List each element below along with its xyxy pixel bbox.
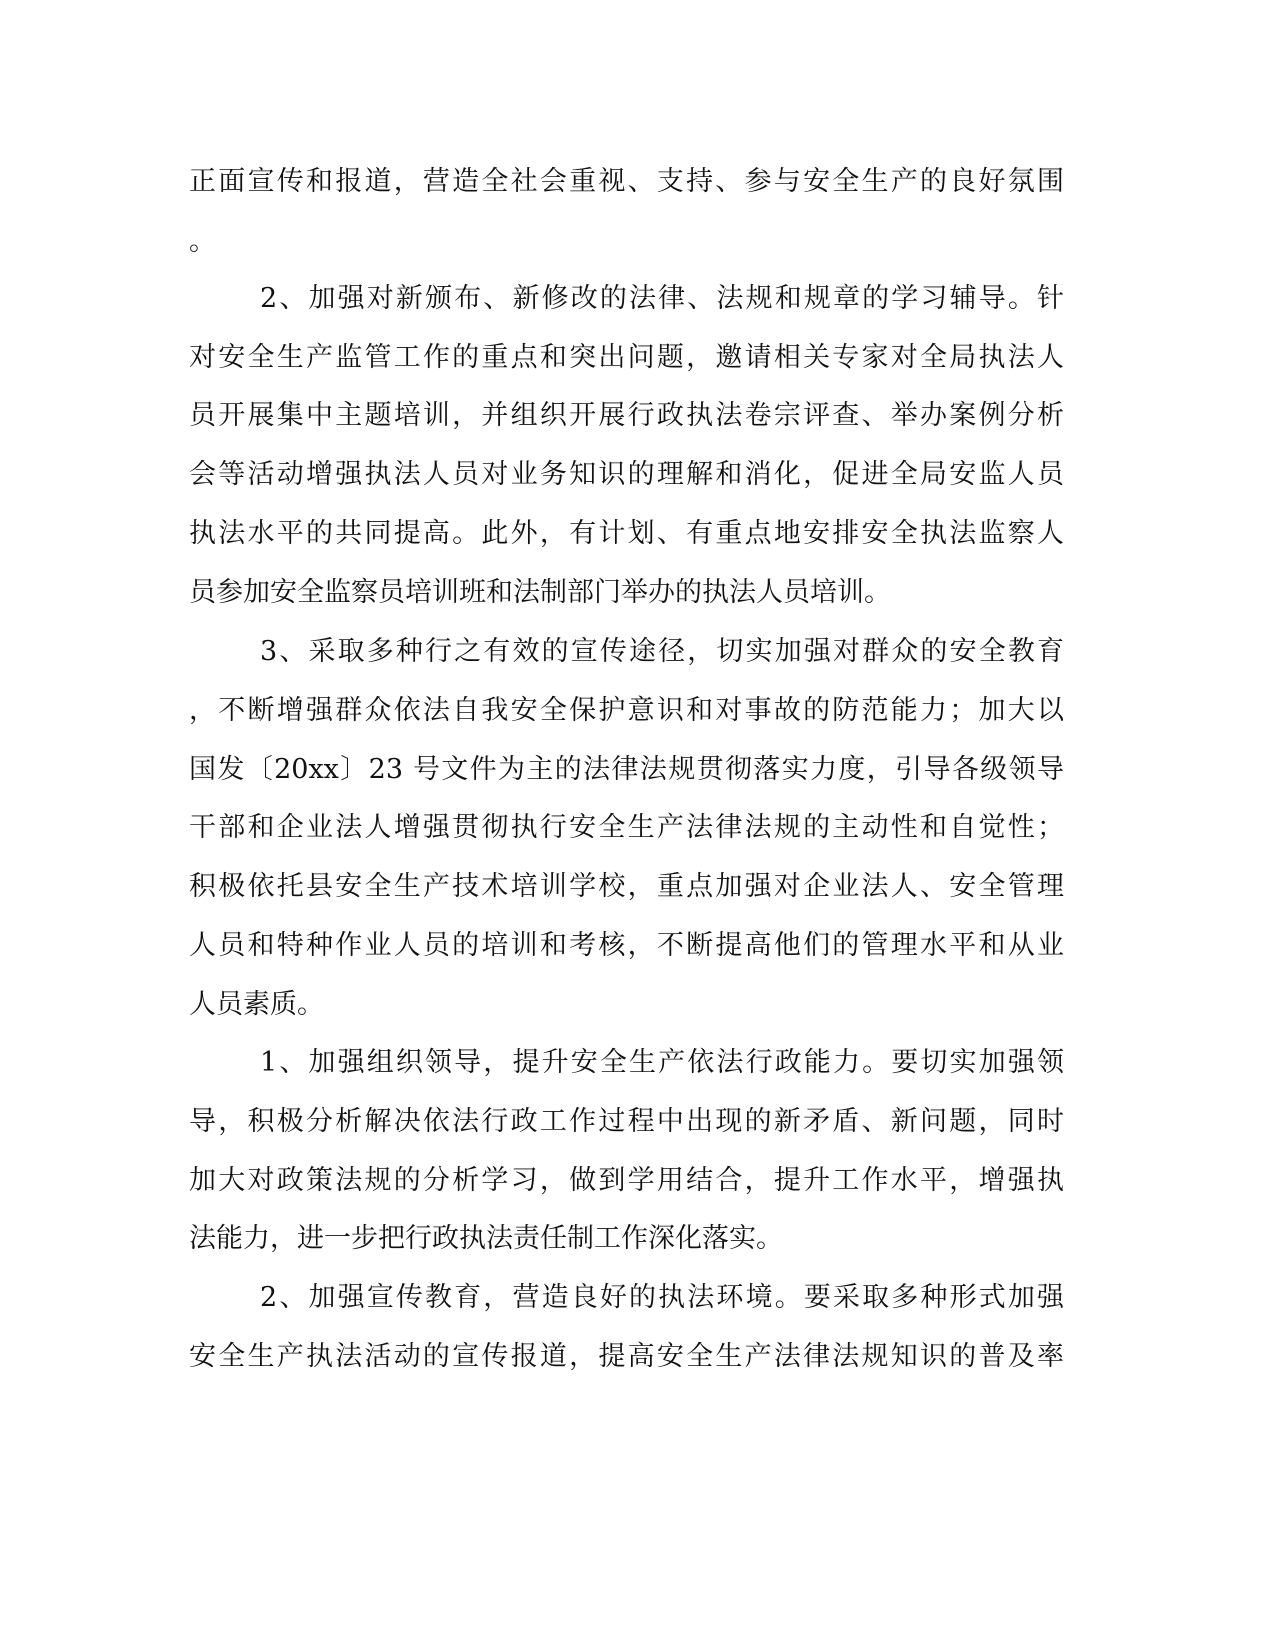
text-line-19: 法能力，进一步把行政执法责任制工作深化落实。 — [189, 1223, 783, 1254]
text-line-13: 积极依托县安全生产技术培训学校，重点加强对企业法人、安全管理 — [189, 871, 1064, 902]
text-line-8: 员参加安全监察员培训班和法制部门举办的执法人员培训。 — [189, 577, 891, 608]
text-line-3: 2、加强对新颁布、新修改的法律、法规和规章的学习辅导。针 — [260, 283, 1064, 314]
text-line-5: 员开展集中主题培训，并组织开展行政执法卷宗评查、举办案例分析 — [189, 400, 1064, 431]
text-line-1: 正面宣传和报道，营造全社会重视、支持、参与安全生产的良好氛围 — [189, 166, 1064, 197]
text-line-11: 国发〔20xx〕23 号文件为主的法律法规贯彻落实力度，引导各级领导 — [189, 754, 1064, 785]
text-line-6: 会等活动增强执法人员对业务知识的理解和消化，促进全局安监人员 — [189, 459, 1064, 490]
text-line-12: 干部和企业法人增强贯彻执行安全生产法律法规的主动性和自觉性； — [189, 812, 1064, 843]
text-line-14: 人员和特种作业人员的培训和考核，不断提高他们的管理水平和从业 — [189, 930, 1064, 961]
text-line-20: 2、加强宣传教育，营造良好的执法环境。要采取多种形式加强 — [260, 1282, 1064, 1313]
text-line-9: 3、采取多种行之有效的宣传途径，切实加强对群众的安全教育 — [260, 636, 1064, 667]
text-line-16: 1、加强组织领导，提升安全生产依法行政能力。要切实加强领 — [260, 1047, 1064, 1078]
text-line-21: 安全生产执法活动的宣传报道，提高安全生产法律法规知识的普及率 — [189, 1341, 1064, 1372]
text-line-2: 。 — [189, 226, 216, 257]
text-line-15: 人员素质。 — [189, 989, 324, 1020]
text-line-7: 执法水平的共同提高。此外，有计划、有重点地安排安全执法监察人 — [189, 518, 1064, 549]
text-line-4: 对安全生产监管工作的重点和突出问题，邀请相关专家对全局执法人 — [189, 342, 1064, 373]
text-line-10: ，不断增强群众依法自我安全保护意识和对事故的防范能力；加大以 — [189, 695, 1064, 726]
text-line-17: 导，积极分析解决依法行政工作过程中出现的新矛盾、新问题，同时 — [189, 1106, 1064, 1137]
text-line-18: 加大对政策法规的分析学习，做到学用结合，提升工作水平，增强执 — [189, 1165, 1064, 1196]
